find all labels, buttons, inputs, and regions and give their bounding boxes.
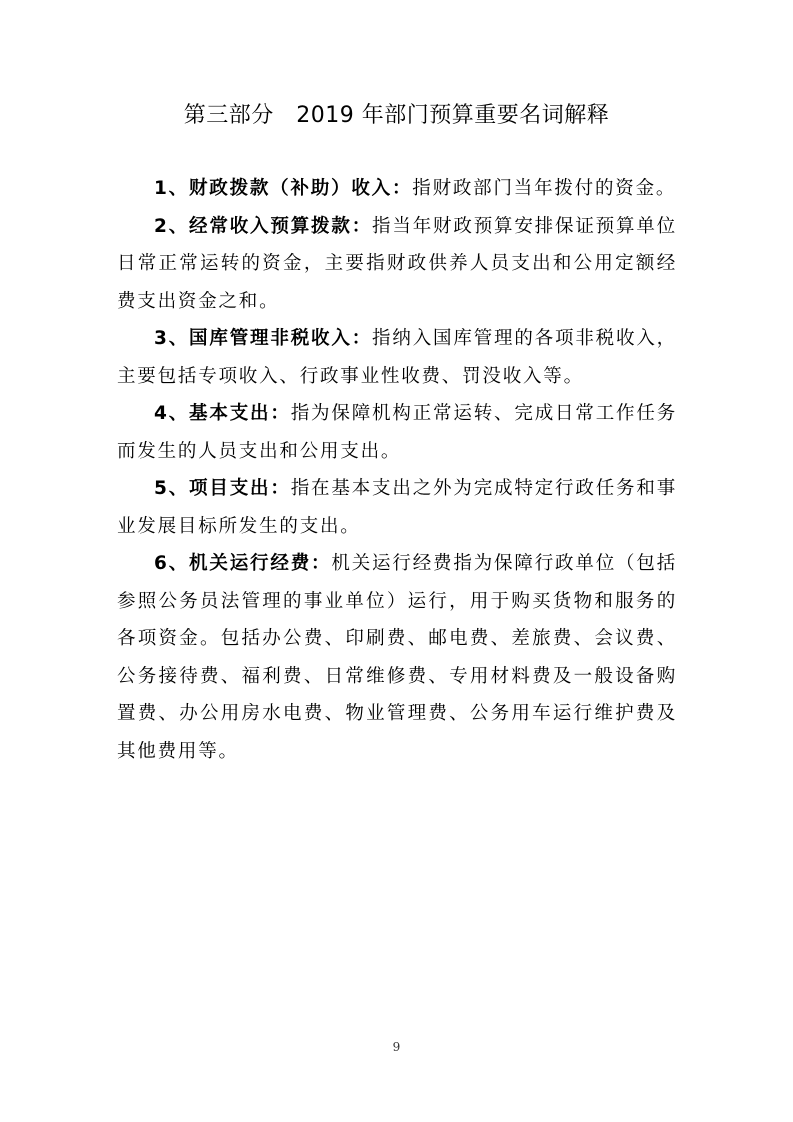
definition-paragraph-4 [117,395,677,470]
page-title: 第三部分 2019 年部门预算重要名词解释 [183,103,610,128]
term-label: 6、机关运行经费： [154,553,332,574]
term-label: 5、项目支出： [154,478,291,499]
term-label: 3、国库管理非税收入： [154,328,373,349]
term-label: 4、基本支出： [154,403,291,424]
term-definition: 指财政部门当年拨付的资金。 [412,178,677,199]
term-label: 2、经常收入预算拨款： [154,215,373,237]
term-definition: 机关运行经费指为保障行政单位（包括参照公务员法管理的事业单位）运行，用于购买货物和服务的各项资金。包括办公费、印刷费、邮电费、差旅费、会议费、公务接待费、福利费、日常维修费、专用材料费及一般设备购置费、办公用房水电费、物业管理费、公务用车运行维护费及其他费用等。 [117,553,677,762]
term-definition: 指纳入国库管理的各项非税收入，主要包括专项收入、行政事业性收费、罚没收入等。 [117,328,677,387]
definition-paragraph-6 [117,545,677,770]
definition-paragraph-3 [117,320,677,395]
definition-paragraph-2 [117,208,677,321]
definition-paragraph-1 [117,170,677,208]
term-definition: 指在基本支出之外为完成特定行政任务和事业发展目标所发生的支出。 [117,478,677,537]
term-definition: 指当年财政预算安排保证预算单位日常正常运转的资金，主要指财政供养人员支出和公用定额经费支出资金之和。 [117,215,677,312]
definition-paragraph-5 [117,470,677,545]
document-body [117,170,677,770]
page-number: 9 [392,1040,401,1054]
term-label: 1、财政拨款（补助）收入： [154,178,413,199]
term-definition: 指为保障机构正常运转、完成日常工作任务而发生的人员支出和公用支出。 [117,403,677,462]
